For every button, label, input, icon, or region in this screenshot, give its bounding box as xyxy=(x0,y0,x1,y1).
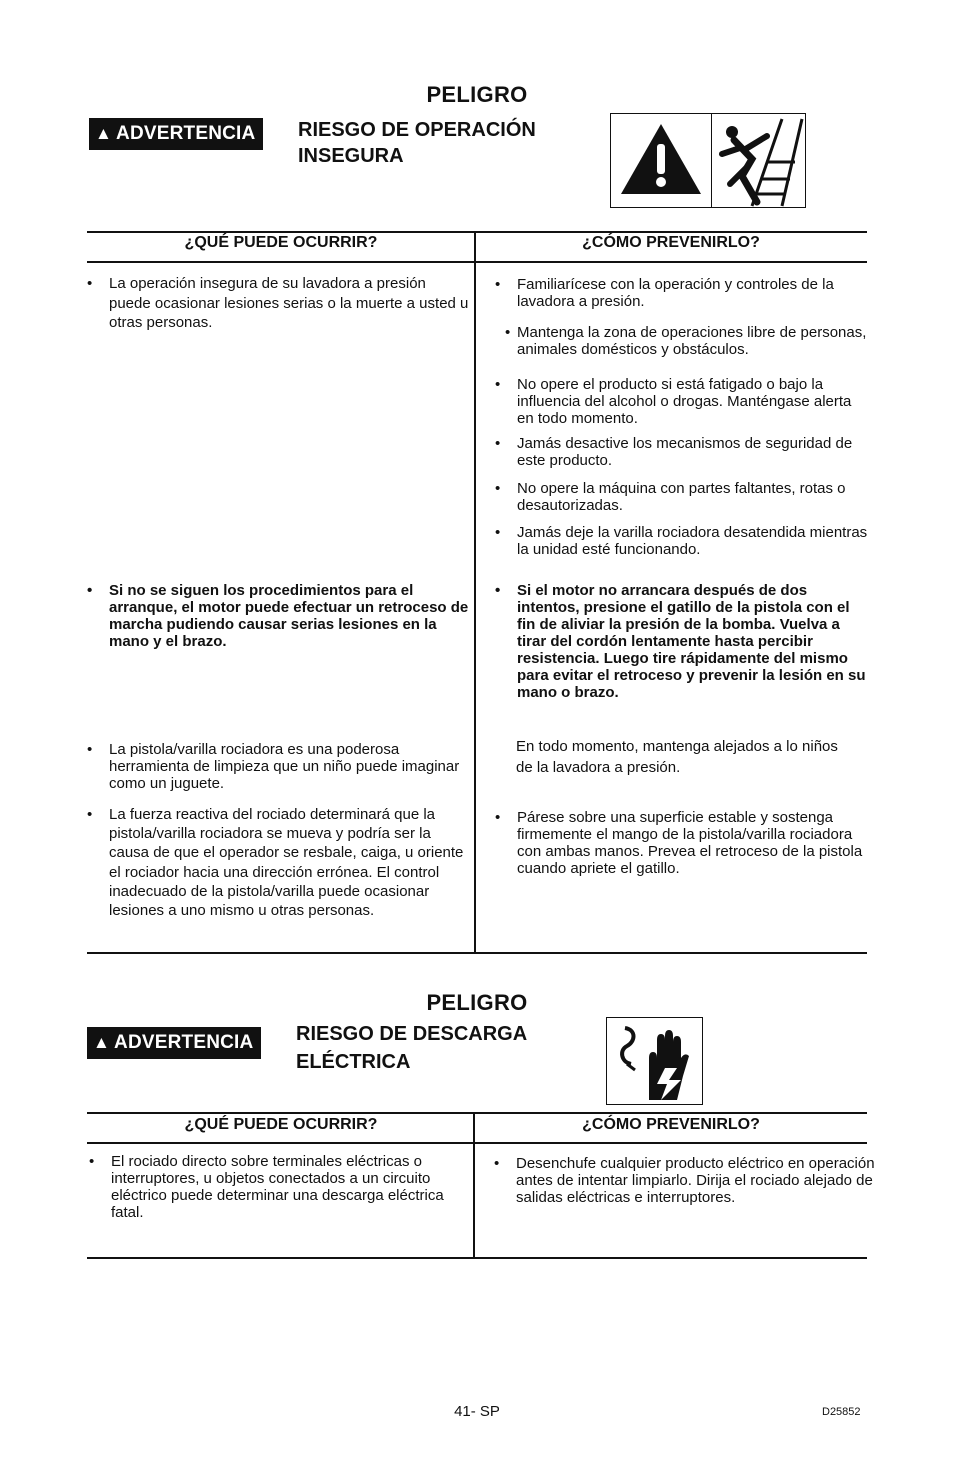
list-item: • La fuerza reactiva del rociado determinará que la pistola/varilla rociadora se mueva y podría ser la causa de que el operador se resbale, caiga, u oriente el rociador hacia una dirección errónea. El control inadecuado de la pistola/varilla puede ocasionar lesiones a uno mismo u otras personas. xyxy=(87,806,464,920)
list-item: En todo momento, mantenga alejados a lo niños de la lavadora a presión. xyxy=(516,738,838,776)
falling-person-ladder-icon xyxy=(711,113,806,208)
electric-shock-hand-icon xyxy=(606,1017,703,1105)
table1-top-rule xyxy=(87,231,867,233)
list-item: • Si el motor no arrancara después de dos intentos, presione el gatillo de la pistola con el fin de aliviar la presión de la bomba. Vuelva a tirar del cordón lentamente hasta percibir resistencia. Luego tire rápidamente del mismo para evitar el retroceso y prevenir la lesión en su mano o brazo. xyxy=(495,582,866,701)
col-what-can-happen: ¿QUÉ PUEDE OCURRIR? xyxy=(184,1116,378,1133)
page-number: 41- SP xyxy=(454,1403,500,1420)
warning-triangle-icon xyxy=(610,113,712,208)
col-how-to-prevent: ¿CÓMO PREVENIRLO? xyxy=(582,1116,760,1133)
hazard-title-line1: RIESGO DE OPERACIÓN xyxy=(298,119,536,141)
table2-header-rule xyxy=(87,1142,867,1144)
list-item: • La operación insegura de su lavadora a presión puede ocasionar lesiones serias o la muerte a usted u otras personas. xyxy=(87,275,469,331)
section1-title: PELIGRO xyxy=(426,82,528,107)
list-item: • Mantenga la zona de operaciones libre de personas, animales domésticos y obstáculos. xyxy=(505,324,867,358)
advertencia-badge xyxy=(89,118,263,150)
list-item: • Familiarícese con la operación y controles de la lavadora a presión. xyxy=(495,276,834,310)
col-how-to-prevent: ¿CÓMO PREVENIRLO? xyxy=(582,234,760,251)
hazard-title-line1: RIESGO DE DESCARGA xyxy=(296,1023,528,1045)
list-item: • La pistola/varilla rociadora es una poderosa herramienta de limpieza que un niño puede imaginar como un juguete. xyxy=(87,741,460,792)
list-item: • Jamás deje la varilla rociadora desatendida mientras la unidad esté funcionando. xyxy=(495,524,868,558)
advertencia-badge xyxy=(87,1027,261,1059)
table2-top-rule xyxy=(87,1112,867,1114)
hazard-title xyxy=(298,117,536,169)
list-item: • No opere la máquina con partes faltantes, rotas o desautorizadas. xyxy=(495,480,846,514)
hazard-title-line2: INSEGURA xyxy=(298,145,404,167)
table1-divider xyxy=(474,231,476,954)
list-item: • Desenchufe cualquier producto eléctrico en operación antes de intentar limpiarlo. Dirija el rociado alejado de salidas eléctricas e interruptores. xyxy=(494,1155,875,1206)
table2-divider xyxy=(473,1112,475,1259)
section2-title: PELIGRO xyxy=(426,990,528,1015)
list-item: • No opere el producto si está fatigado o bajo la influencia del alcohol o drogas. Manténgase alerta en todo momento. xyxy=(495,376,852,427)
list-item: • Si no se siguen los procedimientos para el arranque, el motor puede efectuar un retroceso de marcha pudiendo causar serias lesiones en la mano y el brazo. xyxy=(87,582,469,650)
table1-header-rule xyxy=(87,261,867,263)
list-item: • Párese sobre una superficie estable y sostenga firmemente el mango de la pistola/varilla rociadora con ambas manos. Prevea el retroceso de la pistola cuando apriete el gatillo. xyxy=(495,809,863,877)
table1-bottom-rule xyxy=(87,952,867,954)
badge-label: ADVERTENCIA xyxy=(116,123,256,144)
warning-triangle-icon: ▲ xyxy=(93,1033,111,1052)
table2-bottom-rule xyxy=(87,1257,867,1259)
hazard-title xyxy=(296,1020,527,1076)
hazard-title-line2: ELÉCTRICA xyxy=(296,1051,411,1073)
document-code: D25852 xyxy=(822,1406,861,1418)
warning-triangle-icon: ▲ xyxy=(95,124,113,143)
badge-label: ADVERTENCIA xyxy=(114,1032,254,1053)
list-item: • Jamás desactive los mecanismos de seguridad de este producto. xyxy=(495,435,853,469)
col-what-can-happen: ¿QUÉ PUEDE OCURRIR? xyxy=(184,234,378,251)
list-item: • El rociado directo sobre terminales eléctricas o interruptores, u objetos conectados a un circuito eléctrico puede determinar una descarga eléctrica fatal. xyxy=(89,1153,444,1221)
